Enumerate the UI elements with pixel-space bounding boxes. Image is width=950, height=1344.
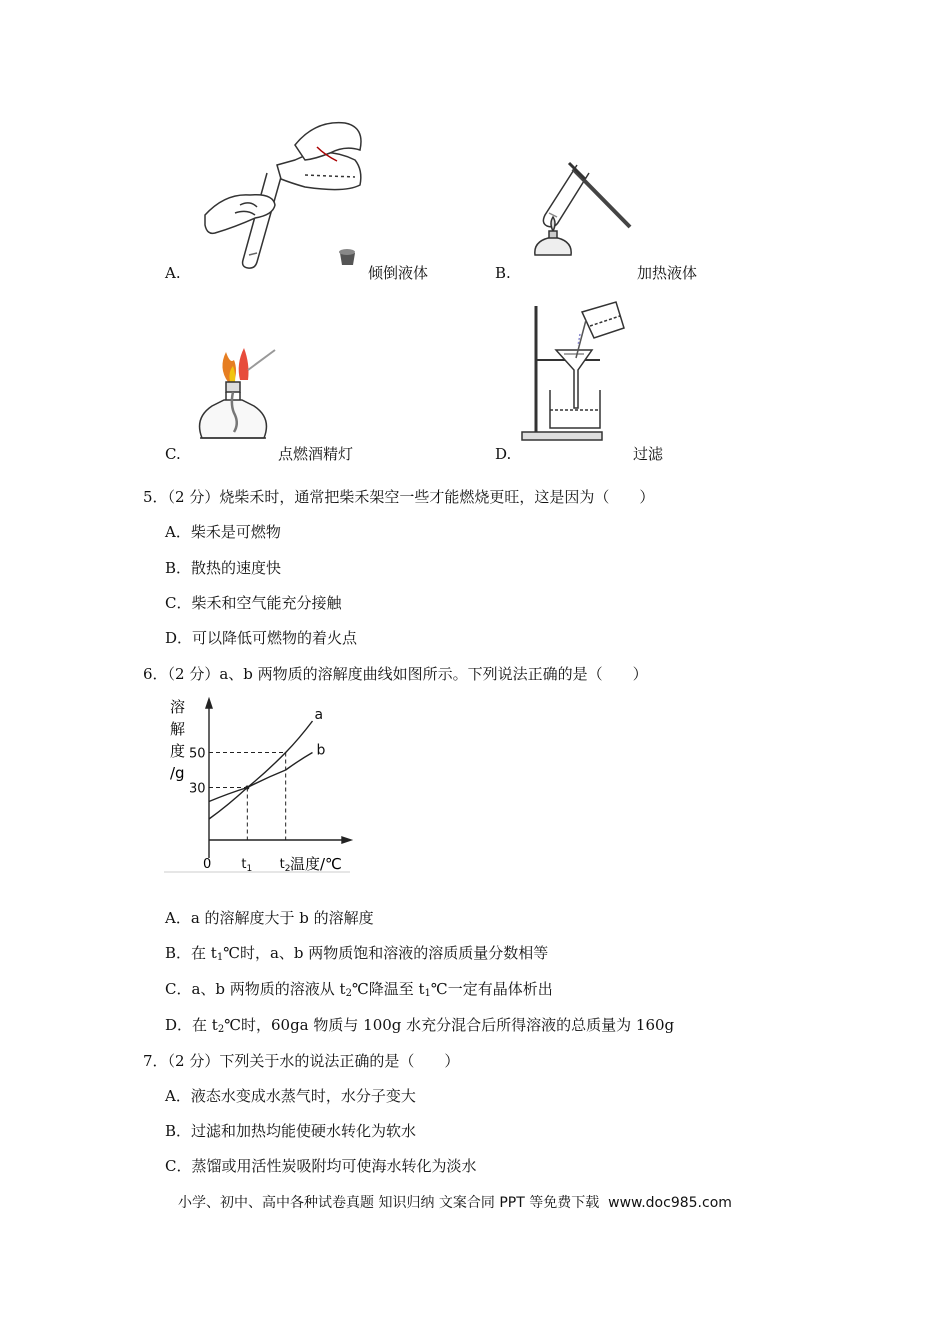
answer-option: B．在 $t_1℃$时，a、b 两物质饱和溶液的溶质质量分数相等: [165, 944, 549, 963]
option-letter: A.: [165, 264, 181, 282]
footer-banner: [178, 1192, 732, 1212]
x-axis-label: 温度/℃: [290, 855, 342, 873]
pouring-liquid-illustration: [195, 115, 370, 270]
question-stem: 5．（2 分）烧柴禾时，通常把柴禾架空一些才能燃烧更旺，这是因为（ ）: [143, 488, 655, 506]
footer-text: 小学、初中、高中各种试卷真题 知识归纳 文案合同 PPT 等免费下载: [178, 1195, 600, 1211]
y-axis-label-char: /g: [170, 764, 185, 782]
option-caption: 过滤: [633, 445, 664, 463]
option-letter: D.: [495, 445, 512, 463]
alcohol-lamp-illustration: [190, 340, 280, 445]
series-label: b: [316, 742, 326, 759]
y-axis-label-char: 解: [170, 720, 186, 738]
filtration-illustration: [520, 298, 635, 446]
solubility-curve-chart: [162, 690, 357, 875]
x-tick-label: $t_1$: [241, 857, 253, 874]
answer-option: C．a、b 两物质的溶液从 $t_2℃$降温至 $t_1℃$一定有晶体析出: [165, 980, 553, 999]
question-stem: 7．（2 分）下列关于水的说法正确的是（ ）: [143, 1052, 460, 1070]
answer-option: D．可以降低可燃物的着火点: [165, 629, 358, 647]
y-axis-arrow: [206, 699, 212, 708]
y-axis-label-char: 度: [170, 742, 186, 760]
answer-option: A．a 的溶解度大于 b 的溶解度: [165, 909, 374, 927]
y-axis-label-char: 溶: [170, 698, 186, 716]
intersection-point: [245, 786, 249, 790]
answer-option: A．液态水变成水蒸气时，水分子变大: [165, 1087, 416, 1105]
option-caption: 加热液体: [637, 264, 698, 282]
answer-option: D．在 $t_2℃$时，60ga 物质与 100g 水充分混合后所得溶液的总质量为 160g: [165, 1016, 675, 1035]
x-axis-arrow: [342, 837, 351, 843]
option-letter: B.: [495, 264, 511, 282]
answer-option: C．柴禾和空气能充分接触: [165, 594, 342, 612]
answer-option: B．过滤和加热均能使硬水转化为软水: [165, 1122, 417, 1140]
y-tick-label: 50: [189, 746, 206, 762]
x-tick-label: $t_2$: [279, 857, 291, 874]
series-curve-a: [209, 721, 313, 819]
answer-option: B．散热的速度快: [165, 559, 282, 577]
y-tick-label: 30: [189, 781, 206, 797]
option-caption: 点燃酒精灯: [278, 445, 354, 463]
option-letter: C.: [165, 445, 181, 463]
question-stem: 6．（2 分）a、b 两物质的溶解度曲线如图所示。下列说法正确的是（ ）: [143, 665, 648, 683]
answer-option: C．蒸馏或用活性炭吸附均可使海水转化为淡水: [165, 1157, 477, 1175]
series-label: a: [314, 707, 324, 723]
option-caption: 倾倒液体: [368, 264, 429, 282]
heating-liquid-illustration: [525, 155, 635, 270]
answer-option: A．柴禾是可燃物: [165, 523, 281, 541]
origin-label: 0: [203, 857, 212, 872]
footer-site: www.doc985.com: [608, 1195, 732, 1211]
